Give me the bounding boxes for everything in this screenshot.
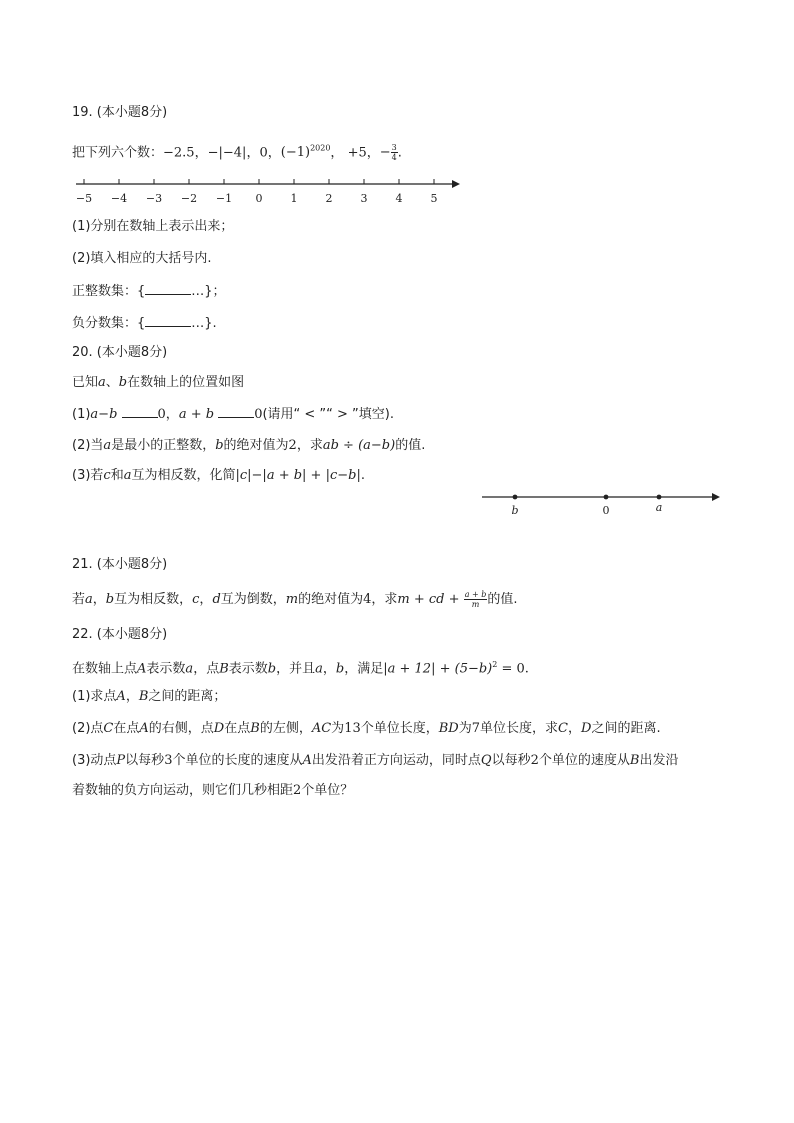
q21-frac-den: m — [471, 600, 480, 609]
q20-p3-d: . — [360, 468, 365, 483]
q22-p3-a: (3)动点 — [72, 753, 117, 768]
q19-tick-label: 4 — [395, 192, 403, 205]
q20-p2-f: 的值. — [395, 438, 426, 453]
q19-frac-den: 4 — [391, 153, 397, 163]
q22-p2-h: 个单位长度， — [360, 721, 439, 736]
q22-part1 — [72, 688, 226, 706]
q20-intro-post: 在数轴上的位置如图 — [127, 375, 245, 390]
q19-tick-label: −2 — [180, 192, 198, 205]
q20-label-b: b — [511, 504, 519, 517]
q19-header: 19. (本小题8分) — [72, 105, 168, 120]
q19-num-3: 0 — [259, 145, 268, 161]
q19-set2-end: …}. — [191, 316, 217, 331]
q22-p2-m: 之间的距离. — [591, 721, 661, 736]
q22-l1-e: ，并且 — [276, 661, 316, 677]
q22-var-a: a — [185, 661, 194, 677]
q22-p3-c: 3 — [164, 753, 173, 768]
q19-num-5: +5 — [347, 145, 367, 161]
q19-tick-label: 2 — [325, 192, 333, 205]
q22-p2-var-C2: C — [558, 721, 568, 736]
q20-point-b — [513, 495, 518, 500]
q20-p3-var-c: c — [103, 468, 111, 483]
q21-header: 21. (本小题8分) — [72, 557, 168, 572]
q20-p2-c: 的绝对值为 — [223, 438, 289, 453]
q22-p2-var-A: A — [139, 721, 149, 736]
q21-var-c: c — [192, 592, 200, 607]
q22-p3-l: 个单位？ — [301, 783, 354, 798]
q21-frac-num: a + b — [464, 590, 487, 599]
q19-num-6: − $\frac{3}{4}$ — [379, 143, 397, 163]
q22-p2-a: (2)点 — [72, 721, 104, 736]
q20-point-0 — [604, 495, 609, 500]
q22-p3-j: 着数轴的负方向运动，则它们几秒相距 — [72, 783, 294, 798]
q22-p2-var-AC: AC — [311, 721, 332, 736]
q22-p1-var-A: A — [116, 689, 126, 704]
q19-set1-end: …}； — [191, 284, 226, 299]
q22-p1-a: (1)求点 — [72, 689, 117, 704]
q20-p2-expr: ab ÷ (a−b) — [322, 438, 396, 453]
q22-p3-e: 出发沿着正方向运动，同时点 — [311, 753, 481, 768]
q22-var-b2: b — [335, 661, 345, 677]
q22-p2-var-D: D — [213, 721, 225, 736]
q20-p2-d: 2 — [288, 438, 297, 453]
q22-part3-line2 — [72, 782, 353, 800]
q19-tick-label: −5 — [75, 192, 93, 205]
q19-tick-label: 0 — [255, 192, 263, 205]
q22-part2 — [72, 720, 661, 738]
q20-p3-b: 和 — [110, 468, 124, 483]
q22-p3-d: 个单位的长度的速度从 — [172, 753, 303, 768]
q22-p3-h: 个单位的速度从 — [538, 753, 630, 768]
q22-p2-g: 13 — [344, 721, 361, 736]
q22-p2-var-BD: BD — [438, 721, 459, 736]
q22-l1-f: ， — [322, 661, 336, 677]
q22-l1-sup: 2 — [492, 660, 498, 669]
q22-l1-expr: |a + 12| + (5−b) — [383, 661, 493, 677]
q20-p3-c: 互为相反数，化简 — [131, 468, 236, 483]
q22-p2-e: 的左侧， — [259, 721, 312, 736]
q21-t5: 互为倒数， — [220, 592, 286, 607]
q19-part2: (2)填入相应的大括号内. — [72, 251, 212, 266]
q19-tick-label: −4 — [110, 192, 128, 205]
q19-tick-label: −3 — [145, 192, 163, 205]
q22-p1-var-B: B — [138, 689, 149, 704]
q19-intro: 把下列六个数：−2.5，−|−4|，0，$(-1)^{2020}$， +5，− $\frac{3}{4}$ . — [72, 143, 402, 163]
q21-var-m: m — [285, 592, 299, 607]
q20-p1-expr2: a + b — [178, 407, 215, 422]
q19-tick-label: −1 — [215, 192, 233, 205]
q21-expr-pre: m + cd + — [397, 592, 460, 607]
q20-p1-post: (请用“ < ”“ > ”填空). — [262, 407, 394, 422]
q20-var-a: a — [98, 375, 106, 390]
q19-tick-label: 5 — [430, 192, 438, 205]
q19-tick-label: 1 — [290, 192, 298, 205]
q22-header: 22. (本小题8分) — [72, 627, 168, 642]
q22-p3-g: 2 — [530, 753, 539, 768]
q20-label-0: 0 — [602, 504, 610, 517]
q20-intro-pre: 已知 — [72, 375, 99, 390]
q22-p2-b: 在点 — [113, 721, 140, 736]
q19-tick-label: 3 — [360, 192, 368, 205]
q20-p1-pre: (1) — [72, 407, 91, 422]
q22-part3-line1 — [72, 752, 678, 770]
q19-num-1: −2.5 — [163, 145, 195, 161]
q19-num-2: −|−4| — [207, 145, 247, 161]
q20-p1-expr1: a−b — [90, 407, 118, 422]
q22-l1-a: 在数轴上点 — [72, 661, 138, 677]
q22-p3-var-B: B — [629, 753, 640, 768]
q20-p2-var-b: b — [215, 438, 224, 453]
q21-t1: 若 — [72, 592, 86, 607]
q22-p3-b: 以每秒 — [125, 753, 165, 768]
q21-t7: 4 — [363, 592, 372, 607]
q19-set1-label: 正整数集：{ — [72, 284, 146, 299]
q22-p1-b: ， — [125, 689, 139, 704]
q22-p2-f: 为 — [331, 721, 345, 736]
q22-l1-c: ，点 — [193, 661, 220, 677]
q21-body — [72, 590, 518, 609]
q19-num-4-base: (−1) — [280, 145, 311, 161]
q20-p3-a: (3)若 — [72, 468, 104, 483]
q22-var-a2: a — [315, 661, 323, 677]
q22-var-B: B — [219, 661, 229, 677]
q22-p3-i: 出发沿 — [639, 753, 679, 768]
q20-p2-b: 是最小的正整数， — [111, 438, 216, 453]
q22-p2-i: 为 — [458, 721, 472, 736]
q21-var-d: d — [212, 592, 221, 607]
q22-p2-var-D2: D — [581, 721, 592, 736]
q21-t3: 互为相反数， — [114, 592, 193, 607]
q20-var-b: b — [118, 375, 128, 390]
q22-p2-j: 7 — [471, 721, 481, 736]
q20-p3-var-a: a — [123, 468, 132, 483]
q21-t2: ， — [92, 592, 106, 607]
q20-p2-e: ，求 — [296, 438, 323, 453]
q22-p1-c: 之间的距离； — [148, 689, 227, 704]
q22-p2-d: 在点 — [224, 721, 251, 736]
q19-frac-num: 3 — [391, 143, 397, 153]
q22-p3-var-P: P — [116, 753, 126, 768]
q20-intro-mid: 、 — [105, 375, 119, 390]
q20-label-a: a — [655, 501, 663, 514]
q19-num-4-exp: 2020 — [310, 144, 331, 153]
q20-header: 20. (本小题8分) — [72, 345, 168, 360]
q22-p2-k: 单位长度，求 — [480, 721, 559, 736]
q22-l1-g: ，满足 — [344, 661, 384, 677]
q21-var-a: a — [85, 592, 93, 607]
q20-p1-zero2: 0 — [254, 407, 263, 422]
q21-t6: 的绝对值为 — [298, 592, 364, 607]
q22-p3-k: 2 — [293, 783, 302, 798]
q21-var-b: b — [105, 592, 115, 607]
q19-part1: (1)分别在数轴上表示出来； — [72, 219, 234, 234]
q20-p3-expr: |c|−|a + b| + |c−b| — [235, 468, 361, 483]
q22-p2-var-B: B — [250, 721, 260, 736]
q22-var-A: A — [137, 661, 147, 677]
q21-t8: ，求 — [371, 592, 398, 607]
q22-p3-var-A: A — [302, 753, 312, 768]
q20-p2-var-a: a — [103, 438, 112, 453]
q21-frac — [464, 590, 488, 609]
q20-point-a — [657, 495, 662, 500]
q22-intro — [72, 656, 529, 678]
q20-p2-a: (2)当 — [72, 438, 104, 453]
q22-l1-eq: = 0. — [497, 661, 529, 677]
q22-p3-f: 以每秒 — [491, 753, 531, 768]
q22-p3-var-Q: Q — [480, 753, 492, 768]
q22-l1-b: 表示数 — [146, 661, 186, 677]
q22-l1-d: 表示数 — [228, 661, 268, 677]
q19-set2-label: 负分数集：{ — [72, 316, 146, 331]
q22-p2-c: 的右侧，点 — [148, 721, 214, 736]
q22-p2-var-C: C — [103, 721, 114, 736]
q22-var-b: b — [267, 661, 277, 677]
q22-p2-l: ， — [568, 721, 582, 736]
q19-intro-text: 把下列六个数： — [72, 145, 164, 161]
q21-t4: ， — [199, 592, 213, 607]
q21-t9: 的值. — [487, 592, 518, 607]
q20-p1-zero1: 0， — [157, 407, 179, 422]
